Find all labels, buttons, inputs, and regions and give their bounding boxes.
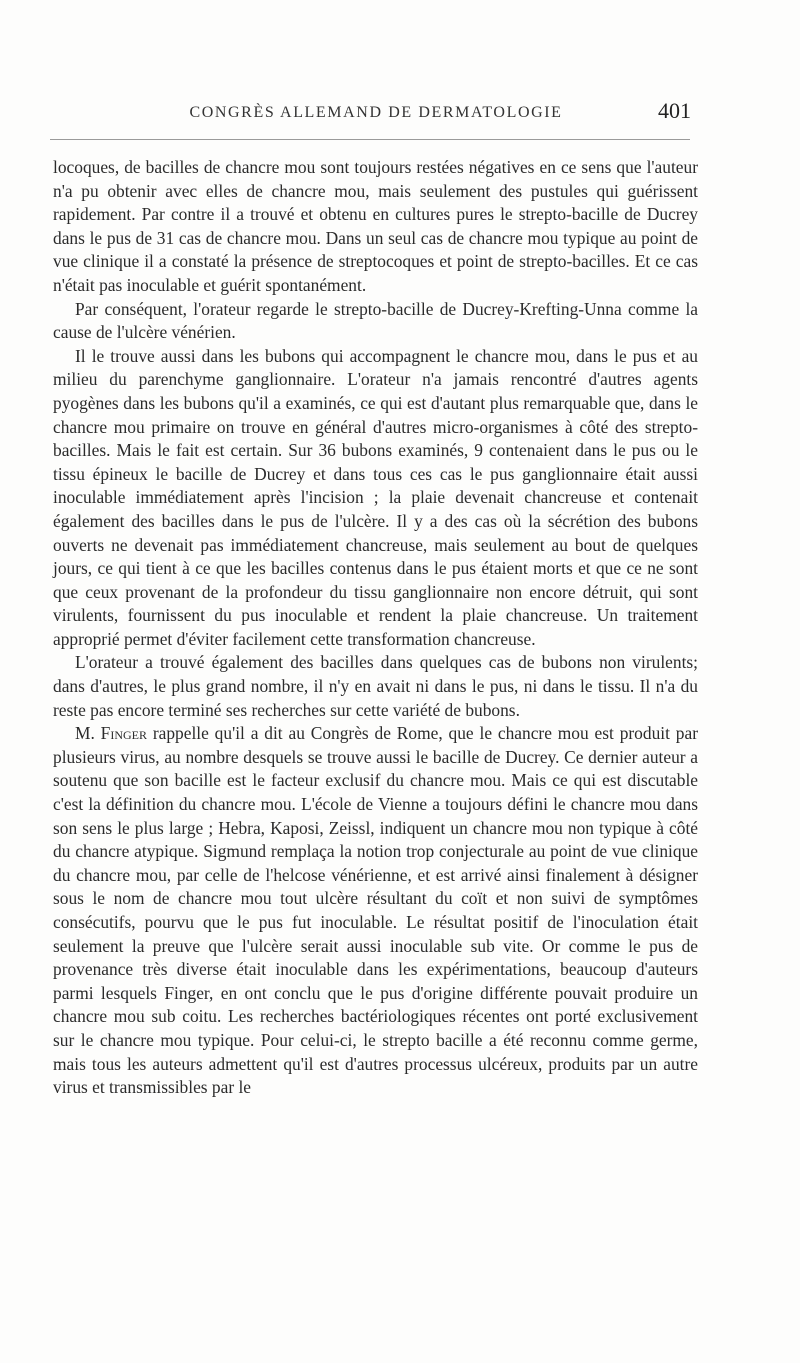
running-title: CONGRÈS ALLEMAND DE DERMATOLOGIE	[189, 104, 563, 121]
paragraph-4: L'orateur a trouvé également des bacilles dans quelques cas de bubons non virulents; dans d'autres, le plus grand nombre, il n'y en avait ni dans le pus, ni dans le tissu. Il n'a du reste pas encore terminé ses recherches sur cette variété de bubons.	[53, 652, 698, 720]
running-head	[55, 98, 697, 128]
paragraph-1: locoques, de bacilles de chancre mou sont toujours restées négatives en ce sens que l'auteur n'a pu obtenir avec elles de chancre mou, mais seulement des pustules qui guérissent rapidement. Par contre il a trouvé et obtenu en cultures pures le strepto-bacille de Ducrey dans le pus de 31 cas de chancre mou. Dans un seul cas de chancre mou typique au point de vue clinique il a constaté la présence de streptocoques et point de strepto-bacilles. Et ce cas n'était pas inoculable et guérit spontanément.	[53, 157, 698, 295]
body-text	[53, 156, 698, 1100]
paragraph-3: Il le trouve aussi dans les bubons qui accompagnent le chancre mou, dans le pus et au milieu du parenchyme ganglionnaire. L'orateur n'a jamais rencontré d'autres agents pyogènes dans les bubons qu'il a examinés, ce qui est d'autant plus remarquable que, dans le chancre mou primaire on trouve en général d'autres micro-organismes à côté des strepto-bacilles. Mais le fait est certain. Sur 36 bubons examinés, 9 contenaient dans le pus ou le tissu épineux le bacille de Ducrey et dans tous ces cas le pus ganglionnaire était aussi inoculable immédiatement après l'incision ; la plaie devenait chancreuse et contenait également des bacilles dans le pus de l'ulcère. Il y a des cas où la sécrétion des bubons ouverts ne devenait pas immédiatement chancreuse, mais seulement au bout de quelques jours, ce qui tient à ce que les bacilles contenus dans le pus étaient morts et que ce ne sont que ceux provenant de la profondeur du tissu ganglionnaire non encore détruit, qui sont virulents, fournissent du pus inoculable et rendent la plaie chancreuse. Un traitement approprié permet d'éviter facilement cette transformation chancreuse.	[53, 345, 698, 649]
page-number: 401	[658, 98, 691, 123]
paragraph-2: Par conséquent, l'orateur regarde le strepto-bacille de Ducrey-Krefting-Unna comme la cause de l'ulcère vénérien.	[53, 298, 698, 343]
header-rule	[50, 139, 690, 140]
speaker-name: Finger	[100, 723, 147, 744]
paragraph-5-text: rappelle qu'il a dit au Congrès de Rome, que le chancre mou est produit par plusieurs virus, au nombre desquels se trouve aussi le bacille de Ducrey. Ce dernier auteur a soutenu que son bacille est le facteur exclusif du chancre mou. Mais ce qui est discutable c'est la définition du chancre mou. L'école de Vienne a toujours défini le chancre mou dans son sens le plus large ; Hebra, Kaposi, Zeissl, indiquent un chancre mou non typique à côté du chancre atypique. Sigmund remplaça la notion trop conjecturale au point de vue clinique du chancre mou, par celle de l'helcose vénérienne, et est arrivé ainsi finalement à désigner sous le nom de chancre mou tout ulcère résultant du coït et non suivi de symptômes consécutifs, pourvu que le pus fut inoculable. Le résultat positif de l'inoculation était seulement la preuve que l'ulcère serait aussi inoculable sub vite. Or comme le pus de provenance très diverse était inoculable dans les expérimentations, beaucoup d'auteurs parmi lesquels Finger, en ont conclu que le pus d'origine différente pouvait produire un chancre mou sub coitu. Les recherches bactériologiques récentes ont porté exclusivement sur le chancre mou typique. Pour celui-ci, le strepto bacille a été reconnu comme germe, mais tous les auteurs admettent qu'il est d'autres processus ulcéreux, produits par un autre virus et transmissibles par le	[53, 723, 698, 1098]
speaker-prefix: M.	[75, 723, 101, 744]
paragraph-5	[53, 722, 698, 1100]
